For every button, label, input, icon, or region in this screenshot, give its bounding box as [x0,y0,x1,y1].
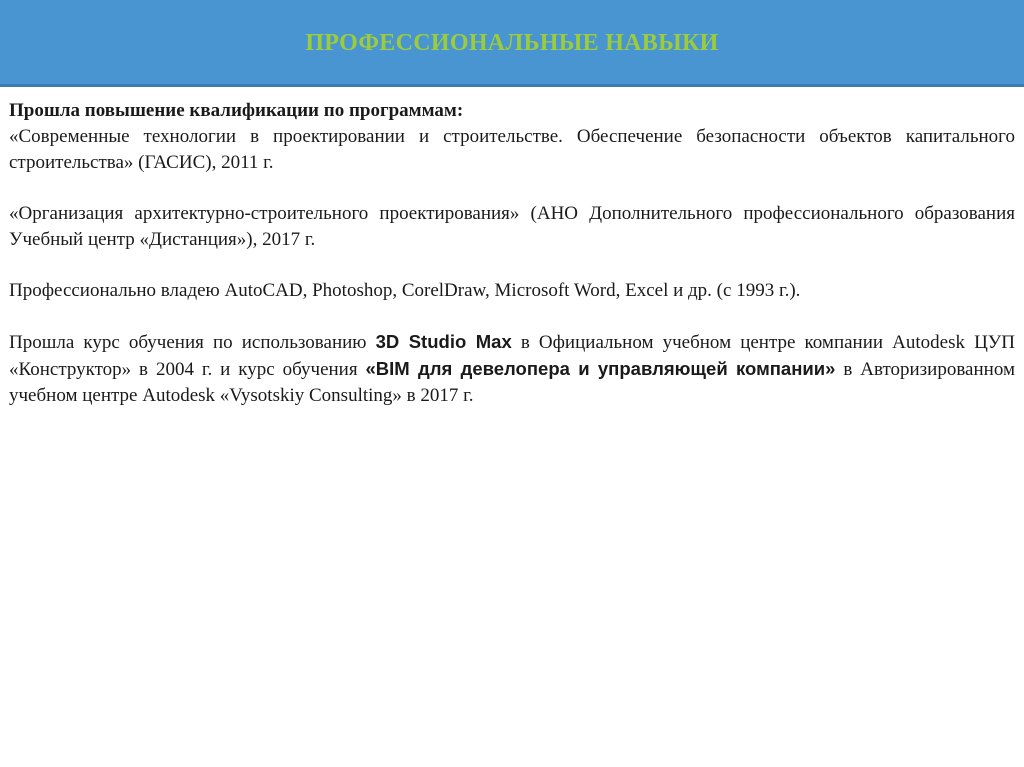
training-paragraph [9,329,1015,409]
course-entry-distance: «Организация архитектурно-строительного проектирования» (АНО Дополнительного профессионального образования Учебный центр «Дистанция»), 2017 г. [9,203,1015,250]
training-bold-bim: «BIM для девелопера и управляющей компании» [365,358,836,379]
qualification-heading: Прошла повышение квалификации по программам: [9,100,464,121]
spacer [9,176,1015,201]
software-skills: Профессионально владею AutoCAD, Photoshop, CorelDraw, Microsoft Word, Excel и др. (с 1993 г.). [9,280,801,301]
skills-content [9,98,1015,409]
training-text-1: Прошла курс обучения по использованию [9,332,376,353]
qualification-block [9,98,1015,176]
spacer [9,304,1015,329]
page-title: ПРОФЕССИОНАЛЬНЫЕ НАВЫКИ [305,29,719,56]
course-entry-gasis: «Современные технологии в проектировании и строительстве. Обеспечение безопасности объектов капитального строительства» (ГАСИС), 2011 г. [9,126,1015,173]
title-banner [0,0,1024,84]
training-text-3: в Авторизированном учебном центре Autodesk «Vysotskiy Consulting» в 2017 г. [9,359,1015,406]
spacer [9,253,1015,278]
training-text-2: в Официальном учебном центре компании Autodesk ЦУП «Конструктор» в 2004 г. и курс обучения [9,332,1015,380]
training-bold-3dsmax: 3D Studio Max [375,331,512,352]
